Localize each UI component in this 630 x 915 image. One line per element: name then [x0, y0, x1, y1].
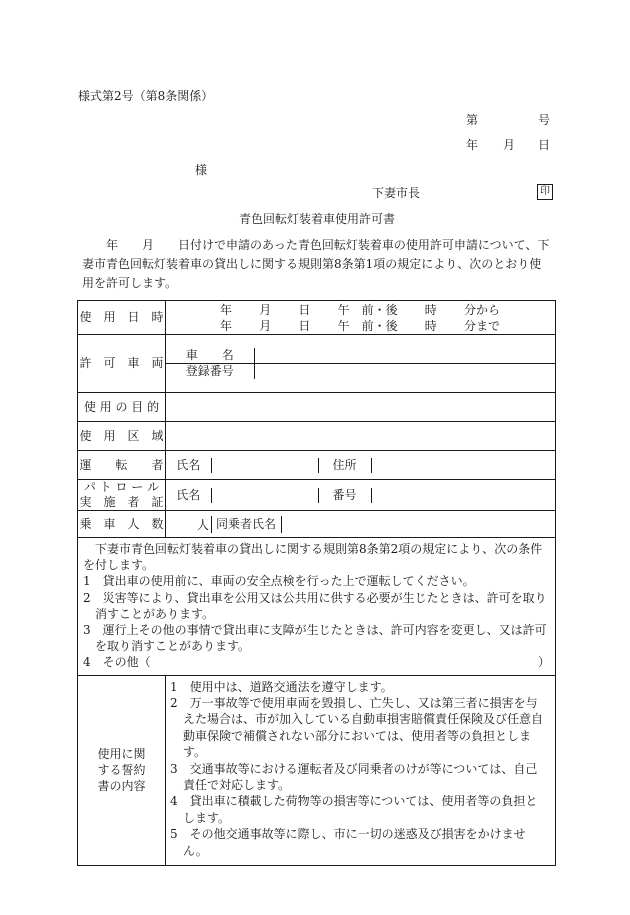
conditions-block [78, 538, 556, 676]
row-passengers [78, 511, 556, 538]
date-month: 月 [503, 138, 516, 152]
condition-item: 3 運行上その他の事情で貸出車に支障が生じたときは、許可内容を変更し、又は許可を取り消すことがあります。 [83, 623, 547, 654]
label-patrol-certificate: パ ト ロ ー ル 実 施 者 証 [79, 480, 164, 509]
label-vehicle-registration: 登録番号 [166, 364, 254, 380]
driver-cell [166, 451, 556, 480]
label-driver-name: 氏名 [176, 457, 201, 472]
label-usage-purpose: 使 用 の 目 的 [78, 393, 166, 422]
pledge-item: 2 万一事故等で使用車両を毀損し、亡失し、又は第三者に損害を与えた場合は、市が加入している自動車損害賠償責任保険及び任意自動車保険で補償されない部分においては、使用者等の負担とします。 [170, 696, 544, 760]
conditions-lead: 下妻市青色回転灯装着車の貸出しに関する規則第8条第2項の規定により、次の条件を付します。 [83, 542, 543, 573]
row-usage-purpose [78, 393, 556, 422]
form-number: 様式第2号（第8条関係） [78, 89, 214, 103]
pledge-item: 5 その他交通事故等に際し、市に一切の迷惑及び損害をかけません。 [170, 827, 526, 858]
vehicle-registration-field[interactable] [254, 364, 555, 380]
label-patrol-number: 番号 [318, 488, 371, 503]
row-usage-area [78, 422, 556, 451]
patrol-cell [166, 480, 556, 511]
label-patrol-name: 氏名 [176, 487, 201, 502]
intro-paragraph: 年 月 日付けで申請のあった青色回転灯装着車の使用許可申請について、下妻市青色回転灯装着車の貸出しに関する規則第8条第1項の規定により、次のとおり使用を許可します。 [82, 238, 550, 290]
row-patrol-certificate [78, 480, 556, 511]
patrol-name-field[interactable] [211, 488, 318, 503]
vehicle-subtable [166, 348, 555, 379]
label-pledge: 使用に関 する誓約 書の内容 [78, 675, 166, 865]
condition-item: 1 貸出車の使用前に、車両の安全点検を行った上で運転してください。 [83, 574, 475, 589]
companion-name-field[interactable] [281, 516, 555, 533]
label-driver: 運 転 者 [78, 451, 166, 480]
passenger-count-field[interactable] [166, 516, 197, 533]
passengers-subtable [166, 516, 555, 533]
addressee-suffix: 様 [195, 163, 208, 177]
datetime-line-to: 年 月 日 午 前・後 時 分まで [220, 318, 500, 333]
passengers-cell [166, 511, 556, 538]
date-year: 年 [466, 138, 479, 152]
condition-other-open: 4 その他（ [83, 655, 151, 670]
issuer-name: 下妻市長 [372, 186, 421, 200]
vehicle-cell [166, 335, 556, 393]
seal-mark: 印 [537, 184, 553, 200]
usage-purpose-field[interactable] [166, 393, 556, 422]
persons-unit: 人 [197, 517, 210, 532]
label-passengers: 乗 車 人 数 [78, 511, 166, 538]
date-day: 日 [538, 138, 551, 152]
label-permitted-vehicle: 許 可 車 両 [78, 335, 166, 393]
row-usage-datetime [78, 301, 556, 335]
driver-subtable [166, 458, 555, 473]
label-usage-datetime: 使 用 日 時 [78, 301, 166, 335]
patrol-number-field[interactable] [371, 488, 555, 503]
row-conditions [78, 538, 556, 676]
label-driver-address: 住所 [318, 458, 371, 473]
label-companion-name: 同乗者氏名 [211, 516, 281, 533]
label-vehicle-name: 車 名 [185, 348, 234, 362]
usage-area-field[interactable] [166, 422, 556, 451]
patrol-subtable [166, 488, 555, 503]
condition-other [83, 654, 550, 670]
row-permitted-vehicle [78, 335, 556, 393]
condition-other-close: ） [537, 655, 550, 670]
row-pledge [78, 675, 556, 865]
doc-number-prefix: 第 [466, 113, 479, 127]
datetime-line-from: 年 月 日 午 前・後 時 分から [220, 302, 500, 317]
permit-table [77, 300, 556, 866]
driver-address-field[interactable] [371, 458, 555, 473]
row-driver [78, 451, 556, 480]
pledge-content [166, 675, 556, 865]
pledge-item: 1 使用中は、道路交通法を遵守します。 [170, 679, 393, 694]
usage-datetime-field[interactable] [166, 301, 556, 335]
label-usage-area: 使 用 区 域 [78, 422, 166, 451]
pledge-item: 3 交通事故等における運転者及び同乗者のけが等については、自己責任で対応します。 [170, 761, 538, 793]
pledge-item: 4 貸出車に積載した荷物等の損害等については、使用者等の負担とします。 [170, 794, 538, 825]
doc-number-suffix: 号 [538, 113, 551, 127]
condition-item: 2 災害等により、貸出車を公用又は公共用に供する必要が生じたときは、許可を取り消すことがあります。 [83, 590, 547, 621]
driver-name-field[interactable] [211, 458, 318, 473]
vehicle-name-field[interactable] [254, 348, 555, 364]
document-title: 青色回転灯装着車使用許可書 [239, 212, 396, 226]
